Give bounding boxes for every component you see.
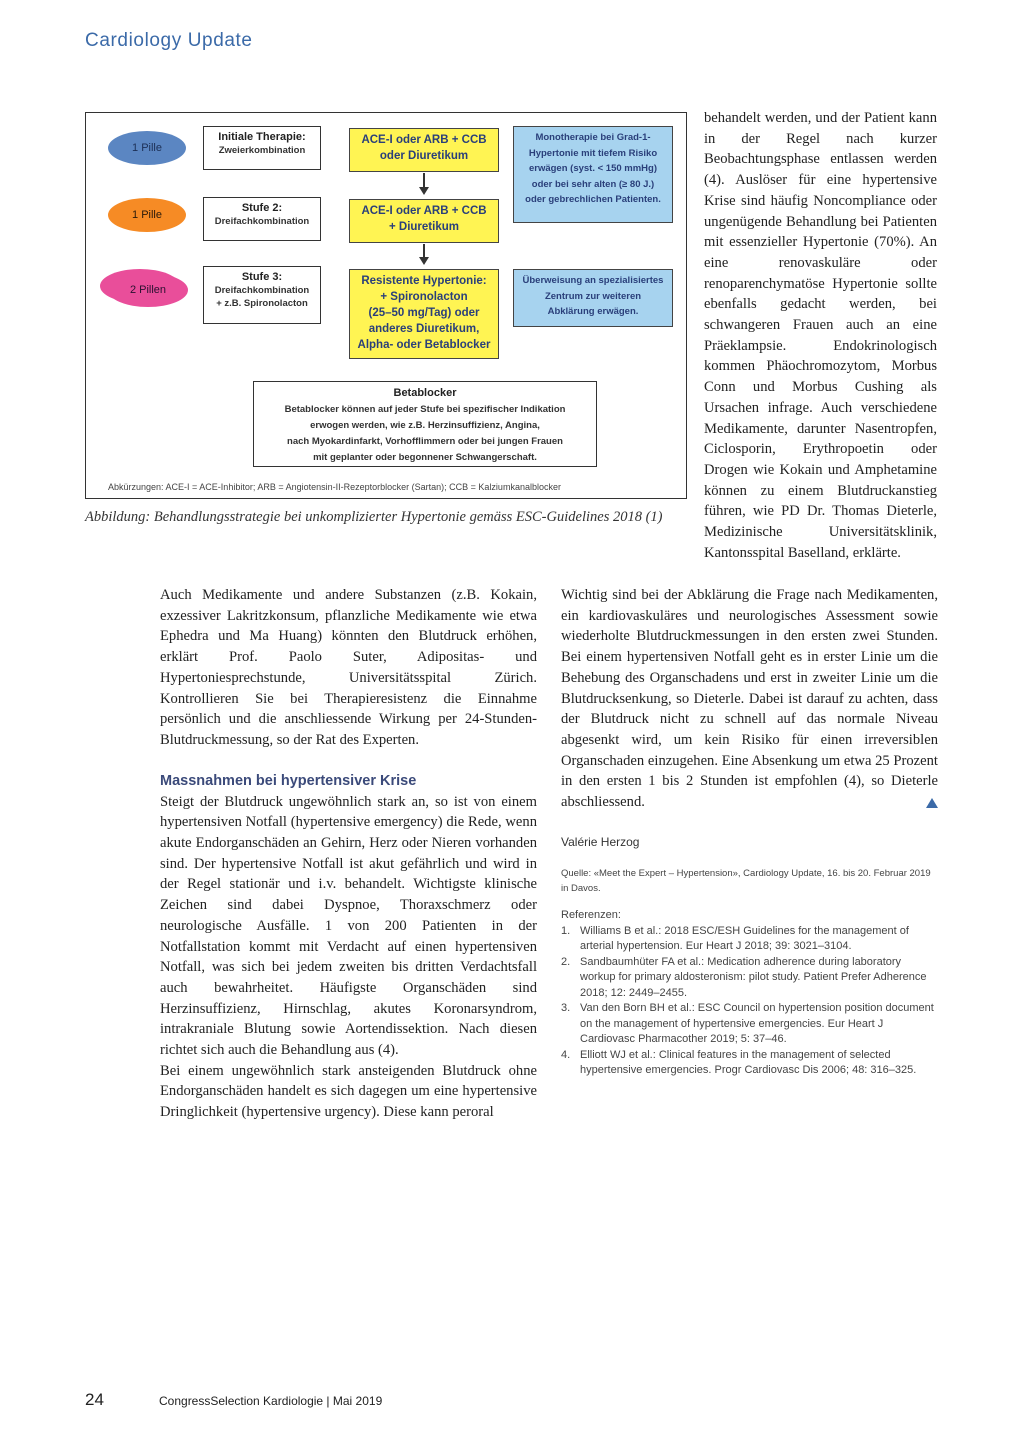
- abbreviations: Abkürzungen: ACE-I = ACE-Inhibitor; ARB = Angiotensin-II-Rezeptorblocker (Sartan); CCB = Kalziumkanalblocker: [108, 482, 561, 492]
- paragraph: Auch Medikamente und andere Substanzen (z.B. Kokain, exzessiver Lakritzkonsum, pflanzliche Medikamente wie etwa Ephedra und Ma Huang) könnten den Blutdruck erhöhen, erklärt Prof. Paolo Suter, Adipositas- und Hypertoniesprechstunde, Universitätsspital Zürich. Kontrollieren Sie bei Therapieresistenz die Einnahme persönlich und die anschliessende Wirkung per 24-Stunden-Blutdruckmessung, so der Rat des Experten.: [160, 587, 537, 748]
- references-label: Referenzen:: [561, 909, 621, 922]
- pill-badge-2: 1 Pille: [108, 198, 186, 232]
- note-monotherapy: Monotherapie bei Grad-1- Hypertonie mit tiefem Risiko erwägen (syst. < 150 mmHg) oder bei sehr alten (≥ 80 J.) oder gebrechlichen Patienten.: [513, 126, 673, 223]
- section-heading: Massnahmen bei hypertensiver Krise: [160, 772, 417, 789]
- betablocker-box: Betablocker Betablocker können auf jeder Stufe bei spezifischer Indikation erwogen werden, wie z.B. Herzinsuffizienz, Angina, nach Myokardinfarkt, Vorhofflimmern oder bei jungen Frauen mit geplanter oder begonnener Schwangerschaft.: [253, 381, 597, 467]
- right-top-column: [704, 108, 937, 563]
- page-footer: [85, 1390, 383, 1410]
- pill-badge-1: 1 Pille: [108, 131, 186, 165]
- paragraph: Bei einem ungewöhnlich stark ansteigenden Blutdruck ohne Endorganschäden handelt es sich dagegen um eine hypertensive Dringlichkeit (hypertensive urgency). Diese kann peroral: [160, 1062, 537, 1121]
- page-number: 24: [85, 1390, 104, 1409]
- source-note: Quelle: «Meet the Expert – Hypertension», Cardiology Update, 16. bis 20. Februar 2019 in Davos.: [561, 868, 931, 895]
- stage-2: Stufe 2: Dreifachkombination: [203, 197, 321, 241]
- paragraph: Steigt der Blutdruck ungewöhnlich stark an, so ist von einem hypertensiven Notfall (hypertensive emergency) die Rede, wenn akute Endorganschäden an Gehirn, Herz oder Nieren vorhanden sind. Der hypertensive Notfall ist akut gefährlich und wird in der Regel stationär und i.v. behandelt. Wichtigste klinische Zeichen sind dabei Dyspnoe, Thoraxschmerz oder neurologische Ausfälle. 1 von 200 Patienten in der Notfallstation kommt mit Verdacht auf einen hypertensiven Notfall, was sich bei jedem zweiten bis dritten Verdachtsfall auch bewahrheitet. Häufigste Organschäden sind Herzinsuffizienz, Hirnschlag, akutes Koronarsyndrom, intrakraniale Blutung sowie Aortendissektion. Nach diesen richtet sich auch die Behandlung aus (4).: [160, 793, 537, 1059]
- references: [561, 908, 938, 1079]
- therapy-stage-3: Resistente Hypertonie: + Spironolacton (25–50 mg/Tag) oder anderes Diuretikum, Alpha- oder Betablocker: [349, 269, 499, 359]
- publication-info: CongressSelection Kardiologie | Mai 2019: [159, 1394, 383, 1408]
- author: Valérie Herzog: [561, 834, 640, 849]
- arrow-down-1: [423, 173, 425, 189]
- reference-item: 3. Van den Born BH et al.: ESC Council on hypertension position document on the management of hypertensive emergencies. Eur Heart J Cardiovasc Pharmacother 2019; 5: 37–46.: [561, 1002, 934, 1046]
- note-referral: Überweisung an spezialisiertes Zentrum zur weiteren Abklärung erwägen.: [513, 269, 673, 327]
- paragraph: Wichtig sind bei der Abklärung die Frage nach Medikamenten, ein kardiovaskuläres und neurologisches Assessment sowie wiederholte Blutdruckmessungen in den ersten zwei Stunden. Bei einem hypertensiven Notfall geht es in erster Linie um die Behebung des Organschadens und erst in zweiter Linie um die Blutdrucksenkung, so Dieterle. Dabei ist darauf zu achten, dass der Blutdruck nicht zu schnell auf das normale Niveau abgesenkt wird, um kein Risiko für einen irreversiblen Organschaden einzugehen. Eine Absenkung um etwa 25 Prozent in den ersten 1 bis 2 Stunden ist empfohlen (4), so Dieterle abschliessend.: [561, 587, 938, 811]
- arrow-down-2: [423, 244, 425, 259]
- reference-item: 4. Elliott WJ et al.: Clinical features in the management of selected hypertensive emergencies. Progr Cardiovasc Dis 2006; 48: 316–325.: [561, 1048, 917, 1077]
- end-mark-icon: [926, 798, 938, 808]
- reference-item: 1. Williams B et al.: 2018 ESC/ESH Guidelines for the management of arterial hypertension. Eur Heart J 2018; 39: 3021–3104.: [561, 924, 909, 953]
- right-column: [561, 585, 938, 1079]
- pill-badge-3: 2 Pillen: [108, 273, 188, 307]
- section-header: Cardiology Update: [85, 30, 253, 51]
- reference-item: 2. Sandbaumhüter FA et al.: Medication adherence during laboratory workup for primary aldosteronism: pilot study. Patient Prefer Adherence 2018; 12: 2449–2455.: [561, 955, 927, 999]
- stage-3: Stufe 3: Dreifachkombination + z.B. Spironolacton: [203, 266, 321, 324]
- left-column: [160, 585, 537, 1123]
- figure-caption: Abbildung: Behandlungsstrategie bei unkomplizierter Hypertonie gemäss ESC-Guidelines 2018 (1): [85, 509, 663, 525]
- therapy-stage-2: ACE-I oder ARB + CCB + Diuretikum: [349, 199, 499, 243]
- stage-initial: Initiale Therapie: Zweierkombination: [203, 126, 321, 170]
- treatment-flowchart: [85, 112, 687, 499]
- therapy-initial: ACE-I oder ARB + CCB oder Diuretikum: [349, 128, 499, 172]
- paragraph: behandelt werden, und der Patient kann in der Regel nach kurzer Beobachtungsphase entlassen werden (4). Auslöser für eine hypertensive Krise sind häufig Noncompliance oder ungenügende Behandlung bei Patienten mit essenzieller Hypertonie (70%). An eine renovaskuläre oder renoparenchymatöse Hypertonie sollte ebenfalls gedacht werden, bei schwangeren Frauen auch an eine Präeklampsie. Endokrinologisch kommen Phäochromozytom, Morbus Conn und Morbus Cushing als Ursachen infrage. Auch verschiedene Medikamente, darunter Nasentropfen, Ciclosporin, Erythropoetin oder Drogen wie Kokain und Amphetamine können zu einem Blutdruckanstieg führen, wie PD Dr. Thomas Dieterle, Medizinische Universitätsklinik, Kantonsspital Baselland, erklärte.: [704, 110, 937, 561]
